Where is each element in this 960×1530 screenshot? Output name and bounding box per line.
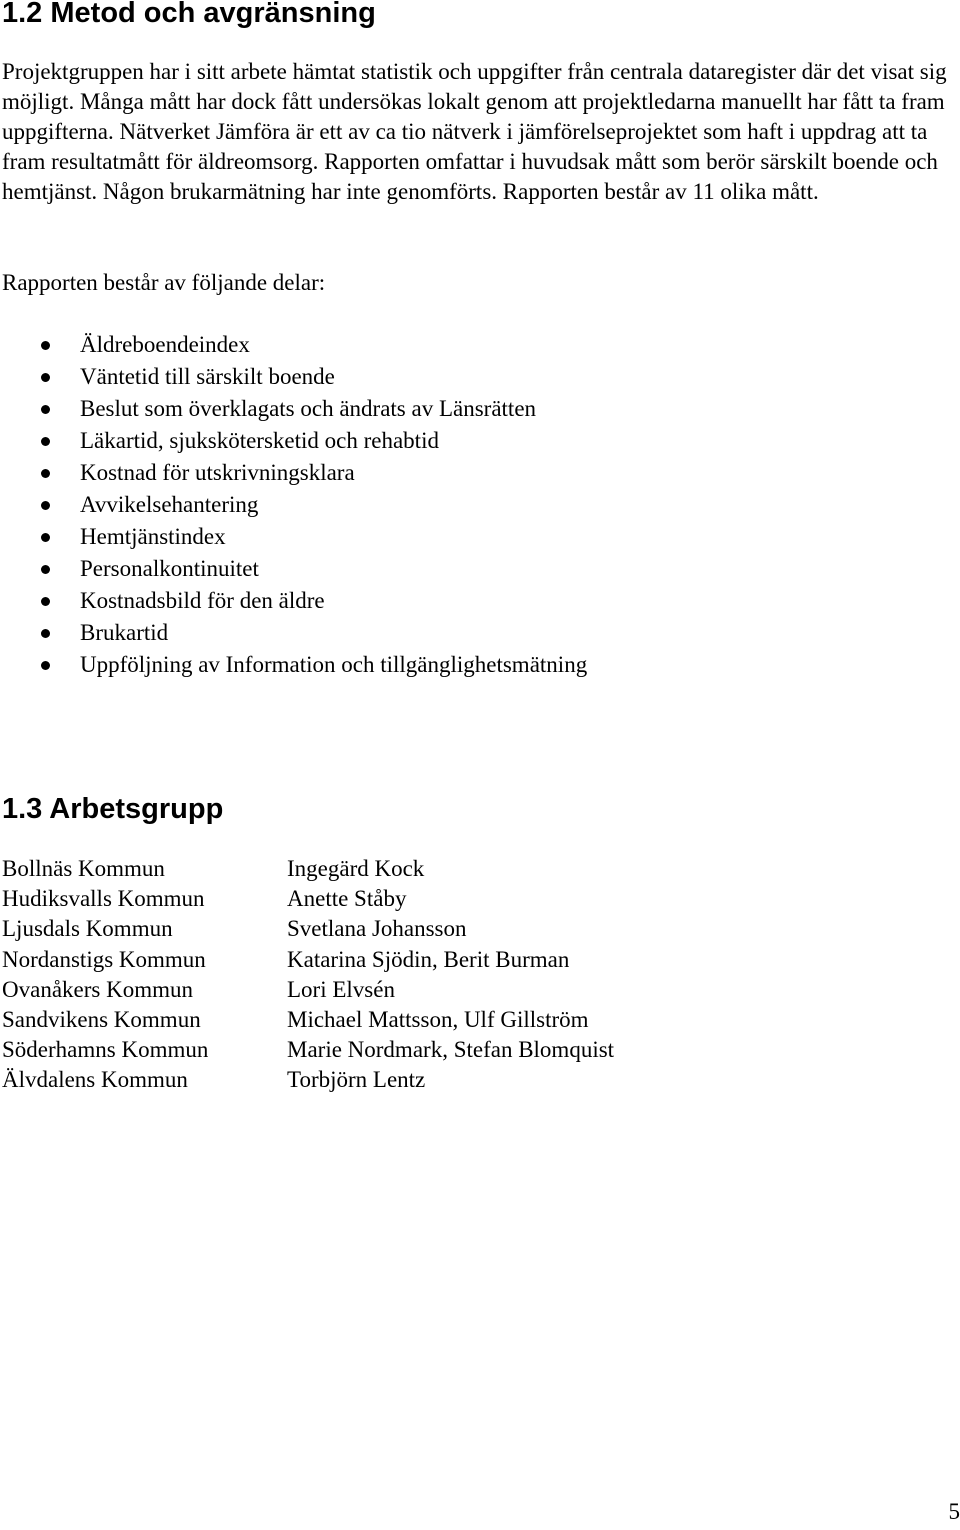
member-names-cell: Katarina Sjödin, Berit Burman: [287, 946, 570, 972]
member-names-cell: Marie Nordmark, Stefan Blomquist: [287, 1037, 615, 1063]
municipality-cell: Älvdalens Kommun: [2, 1067, 188, 1093]
table-row: [2, 914, 614, 944]
member-names-cell: Anette Ståby: [287, 886, 407, 912]
parts-intro: Rapporten består av följande delar:: [2, 270, 326, 295]
table-row: [2, 1035, 614, 1065]
list-item-label: Beslut som överklagats och ändrats av Länsrätten: [80, 396, 537, 421]
table-row: [2, 854, 614, 884]
table-row: [2, 975, 614, 1005]
bullet-icon: [41, 629, 50, 638]
municipality-cell: Ljusdals Kommun: [2, 916, 173, 942]
list-item-label: Avvikelsehantering: [80, 492, 259, 517]
member-names-cell: Svetlana Johansson: [287, 916, 467, 942]
bullet-icon: [41, 501, 50, 510]
bullet-icon: [41, 597, 50, 606]
list-item-label: Väntetid till särskilt boende: [80, 364, 335, 389]
member-names-cell: Michael Mattsson, Ulf Gillström: [287, 1006, 589, 1032]
list-item-label: Brukartid: [80, 620, 169, 645]
table-row: [2, 945, 614, 975]
table-row: [2, 884, 614, 914]
bullet-icon: [41, 661, 50, 670]
municipality-cell: Ovanåkers Kommun: [2, 976, 193, 1002]
member-names-cell: Ingegärd Kock: [287, 856, 425, 881]
table-row: [2, 1065, 614, 1095]
workgroup-table: [2, 854, 614, 1096]
page-number: 5: [948, 1499, 960, 1524]
table-row: [2, 1005, 614, 1035]
method-paragraph: Projektgruppen har i sitt arbete hämtat statistik och uppgifter från centrala dataregister där det visat sig möjligt. Många mått har dock fått undersökas lokalt genom att projektledarna manuellt har fått ta fram uppgifterna. Nätverket Jämföra är ett av ca tio nätverk i jämförelseprojektet som haft i uppdrag att ta fram resultatmått för äldreomsorg. Rapporten omfattar i huvudsak mått som berör särskilt boende och hemtjänst. Någon brukarmätning har inte genomförts. Rapporten består av 11 olika mått.: [2, 59, 947, 204]
member-names-cell: Torbjörn Lentz: [287, 1067, 426, 1093]
list-item-label: Äldreboendeindex: [80, 332, 250, 357]
municipality-cell: Nordanstigs Kommun: [2, 946, 206, 972]
bullet-icon: [41, 437, 50, 446]
list-item-label: Uppföljning av Information och tillgänglighetsmätning: [80, 652, 588, 677]
municipality-cell: Sandvikens Kommun: [2, 1006, 201, 1032]
list-item-label: Hemtjänstindex: [80, 524, 226, 549]
bullet-icon: [41, 533, 50, 542]
bullet-icon: [41, 565, 50, 574]
list-item-label: Kostnadsbild för den äldre: [80, 588, 325, 613]
bullet-icon: [41, 469, 50, 478]
list-item-label: Läkartid, sjukskötersketid och rehabtid: [80, 428, 439, 453]
list-item-label: Kostnad för utskrivningsklara: [80, 460, 355, 485]
bullet-icon: [41, 405, 50, 414]
section-heading-workgroup: 1.3 Arbetsgrupp: [2, 793, 224, 825]
list-item-label: Personalkontinuitet: [80, 556, 259, 581]
section-heading-method: 1.2 Metod och avgränsning: [2, 0, 376, 29]
member-names-cell: Lori Elvsén: [287, 976, 395, 1002]
municipality-cell: Söderhamns Kommun: [2, 1037, 209, 1063]
bullet-icon: [41, 373, 50, 382]
municipality-cell: Bollnäs Kommun: [2, 856, 165, 881]
bullet-icon: [41, 341, 50, 350]
municipality-cell: Hudiksvalls Kommun: [2, 886, 205, 912]
